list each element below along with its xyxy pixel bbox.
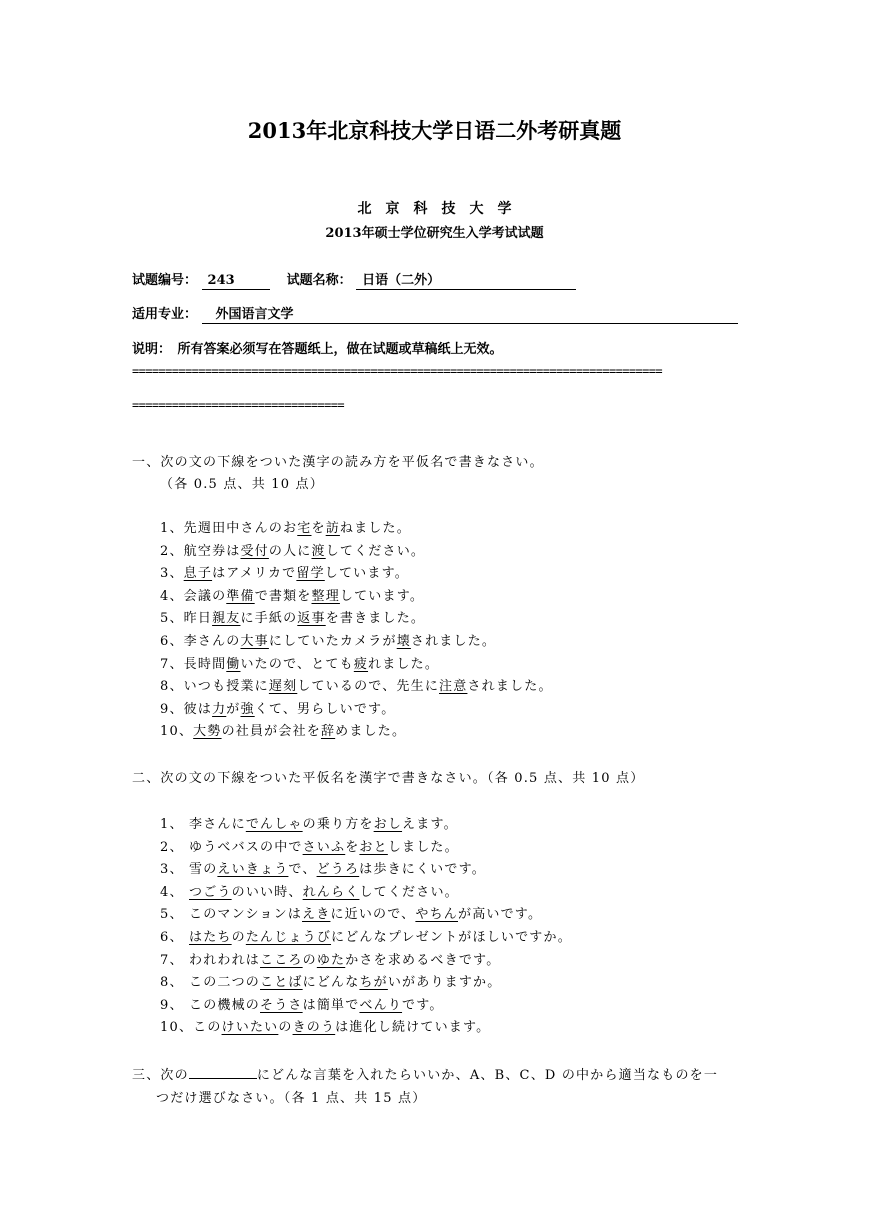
question-text: で、 xyxy=(288,862,317,878)
question-text: してください。 xyxy=(325,543,426,559)
question-item xyxy=(160,517,411,536)
question-text: しているので、先生に xyxy=(297,679,440,695)
underlined-word: 受付 xyxy=(240,543,269,559)
underlined-word: 壊 xyxy=(396,634,411,649)
question-item xyxy=(160,994,444,1013)
underlined-word: でんしゃ xyxy=(245,817,303,832)
underlined-word: べんり xyxy=(359,997,403,1013)
question-text: 4、会議の xyxy=(160,588,227,604)
underlined-word: れんらく xyxy=(302,884,360,900)
underlined-word: 渡 xyxy=(311,543,326,559)
question-text: 10、この xyxy=(160,1020,222,1036)
underlined-word: やちん xyxy=(415,907,458,923)
question-text: 6、 xyxy=(160,930,190,945)
section3-heading-start: 三、次の xyxy=(132,1068,189,1083)
page-title: 2013年北京科技大学日语二外考研真题 xyxy=(247,118,622,143)
underlined-word: おし xyxy=(373,817,403,832)
question-text: 6、李さんの xyxy=(160,634,241,649)
question-text: 2、 ゆうべバスの中で xyxy=(160,839,303,855)
question-text: いたので、とても xyxy=(240,656,354,672)
question-text: 1、 李さんに xyxy=(160,817,246,832)
question-item xyxy=(160,607,425,626)
question-text: の社員が会社を xyxy=(221,724,321,740)
question-text: かさを求めるべきです。 xyxy=(345,952,501,968)
question-text: されました。 xyxy=(467,679,553,695)
question-text: くて、男らしいです。 xyxy=(254,701,396,717)
underlined-word: 遅刻 xyxy=(268,679,298,695)
question-text: れました。 xyxy=(368,656,440,672)
question-item xyxy=(160,540,425,559)
underlined-word: ゆた xyxy=(316,952,346,968)
question-item xyxy=(160,562,409,581)
question-text: してください。 xyxy=(359,884,459,900)
question-text: めました。 xyxy=(335,724,407,740)
underlined-word: おと xyxy=(359,839,388,855)
underlined-word: たんじょうび xyxy=(245,930,332,945)
underlined-word: えき xyxy=(302,907,331,923)
question-text: 1、先週田中さんのお xyxy=(160,521,298,536)
question-text: 8、 この二つの xyxy=(160,975,261,991)
question-text: ねました。 xyxy=(339,521,411,536)
question-text: の xyxy=(278,1020,293,1036)
question-text: 7、長時間 xyxy=(160,656,227,672)
underlined-word: 整理 xyxy=(311,588,340,604)
underlined-word: どうろ xyxy=(316,862,360,878)
section2-heading: 二、次の文の下線をついた平仮名を漢字で書きなさい。（各 0.5 点、共 10 点） xyxy=(132,771,645,786)
underlined-word: こころ xyxy=(260,952,303,968)
question-text: 5、 このマンションは xyxy=(160,907,303,923)
question-text: を xyxy=(345,839,360,855)
underlined-word: さいふ xyxy=(302,839,346,855)
underlined-word: 準備 xyxy=(226,588,255,604)
question-item xyxy=(160,881,459,900)
section1-heading: 一、次の文の下線をついた漢字の読み方を平仮名で書きなさい。 xyxy=(132,455,544,470)
separator-line: ================================================================================ xyxy=(132,364,662,378)
exam-code-label: 试题编号： xyxy=(132,273,198,288)
question-text: は進化し続けています。 xyxy=(335,1020,491,1036)
underlined-word: 留学 xyxy=(296,566,325,582)
separator-line: ================================ xyxy=(132,398,344,412)
question-text: の人に xyxy=(268,543,312,559)
question-item xyxy=(160,836,459,855)
question-text: 5、昨日 xyxy=(160,611,213,627)
question-item xyxy=(160,971,501,990)
question-text: 9、彼は xyxy=(160,701,213,717)
major-label: 适用专业： xyxy=(132,307,198,322)
question-item xyxy=(160,653,439,672)
underlined-word: 息子 xyxy=(183,566,213,582)
question-item xyxy=(160,813,458,832)
question-text: の乗り方を xyxy=(302,817,374,832)
question-text: を xyxy=(311,521,326,536)
exam-code-value: 243 xyxy=(202,272,270,290)
underlined-word: ことば xyxy=(260,975,303,991)
question-text: にしていたカメラが xyxy=(268,634,397,649)
underlined-word: えいきょう xyxy=(217,862,289,878)
question-item xyxy=(160,1016,490,1035)
question-text: に手紙の xyxy=(240,611,298,627)
question-text: はアメリカで xyxy=(212,566,297,582)
question-text: が高いです。 xyxy=(458,907,543,923)
question-text: を書きました。 xyxy=(325,611,426,627)
instruction-text: 说明： 所有答案必须写在答题纸上，做在试题或草稿纸上无效。 xyxy=(132,342,503,357)
question-item xyxy=(160,698,395,717)
underlined-word: 親友 xyxy=(212,611,241,627)
question-text: えます。 xyxy=(402,817,458,832)
question-text: しています。 xyxy=(324,566,409,582)
question-item xyxy=(160,720,406,739)
question-text: の xyxy=(302,952,317,968)
question-item xyxy=(160,926,572,945)
underlined-word: つごう xyxy=(189,884,232,900)
question-text: は簡単で xyxy=(302,997,360,1013)
question-text: しています。 xyxy=(339,588,425,604)
question-text: 2、航空券は xyxy=(160,543,241,559)
major-row xyxy=(132,306,738,324)
section3-heading-end: にどんな言葉を入れたらいいか、A、B、C、D の中から適当なものを一 xyxy=(256,1068,719,1083)
underlined-word: 大勢 xyxy=(193,724,222,740)
question-text: 10、 xyxy=(160,724,194,740)
question-text: にどんなプレゼントがほしいですか。 xyxy=(331,930,572,945)
question-text: 7、 われわれは xyxy=(160,952,261,968)
question-item xyxy=(160,585,424,604)
exam-name-label: 试题名称： xyxy=(286,273,352,288)
underlined-word: 注意 xyxy=(439,679,468,695)
section1-points: （各 0.5 点、共 10 点） xyxy=(160,477,324,492)
underlined-word: 強 xyxy=(240,701,255,717)
underlined-word: きのう xyxy=(292,1020,336,1036)
question-text: は歩きにくいです。 xyxy=(359,862,486,878)
exam-name-value: 日语（二外） xyxy=(356,272,576,290)
question-item xyxy=(160,949,500,968)
underlined-word: 返事 xyxy=(297,611,326,627)
underlined-word: そうさ xyxy=(260,997,303,1013)
question-text: 9、 この機械の xyxy=(160,997,261,1013)
question-text: にどんな xyxy=(302,975,360,991)
underlined-word: 訪 xyxy=(325,521,340,536)
underlined-word: けいたい xyxy=(221,1020,279,1036)
question-text: 3、 xyxy=(160,566,184,582)
underlined-word: はたち xyxy=(189,930,232,945)
major-value: 外国语言文学 xyxy=(202,306,738,324)
answer-blank xyxy=(189,1065,257,1079)
question-item xyxy=(160,903,542,922)
underlined-word: 辞 xyxy=(320,724,336,740)
underlined-word: 疲 xyxy=(353,656,369,672)
question-text: で書類を xyxy=(254,588,312,604)
question-item xyxy=(160,858,486,877)
section3-heading-line2: つだけ選びなさい。（各 1 点、共 15 点） xyxy=(156,1091,427,1106)
question-text: 8、いつも授業に xyxy=(160,679,269,695)
underlined-word: 宅 xyxy=(297,521,312,536)
question-text: いがありますか。 xyxy=(387,975,502,991)
exam-title: 2013年硕士学位研究生入学考试试题 xyxy=(325,226,544,241)
question-text: 3、 雪の xyxy=(160,862,218,878)
underlined-word: 働 xyxy=(226,656,241,672)
question-text: されました。 xyxy=(410,634,497,649)
question-text: のいい時、 xyxy=(231,884,303,900)
question-text: が xyxy=(226,701,241,717)
question-text: に近いので、 xyxy=(330,907,416,923)
section3-heading xyxy=(132,1064,718,1083)
question-text: です。 xyxy=(402,997,444,1013)
underlined-word: 大事 xyxy=(240,634,269,649)
question-text: の xyxy=(231,930,246,945)
underlined-word: ちが xyxy=(359,975,388,991)
question-text: 4、 xyxy=(160,884,190,900)
question-item xyxy=(160,630,496,649)
question-item xyxy=(160,675,553,694)
exam-code-row xyxy=(132,272,576,290)
university-name: 北京科技大学 xyxy=(357,201,526,217)
question-text: しました。 xyxy=(387,839,459,855)
underlined-word: 力 xyxy=(212,701,227,717)
